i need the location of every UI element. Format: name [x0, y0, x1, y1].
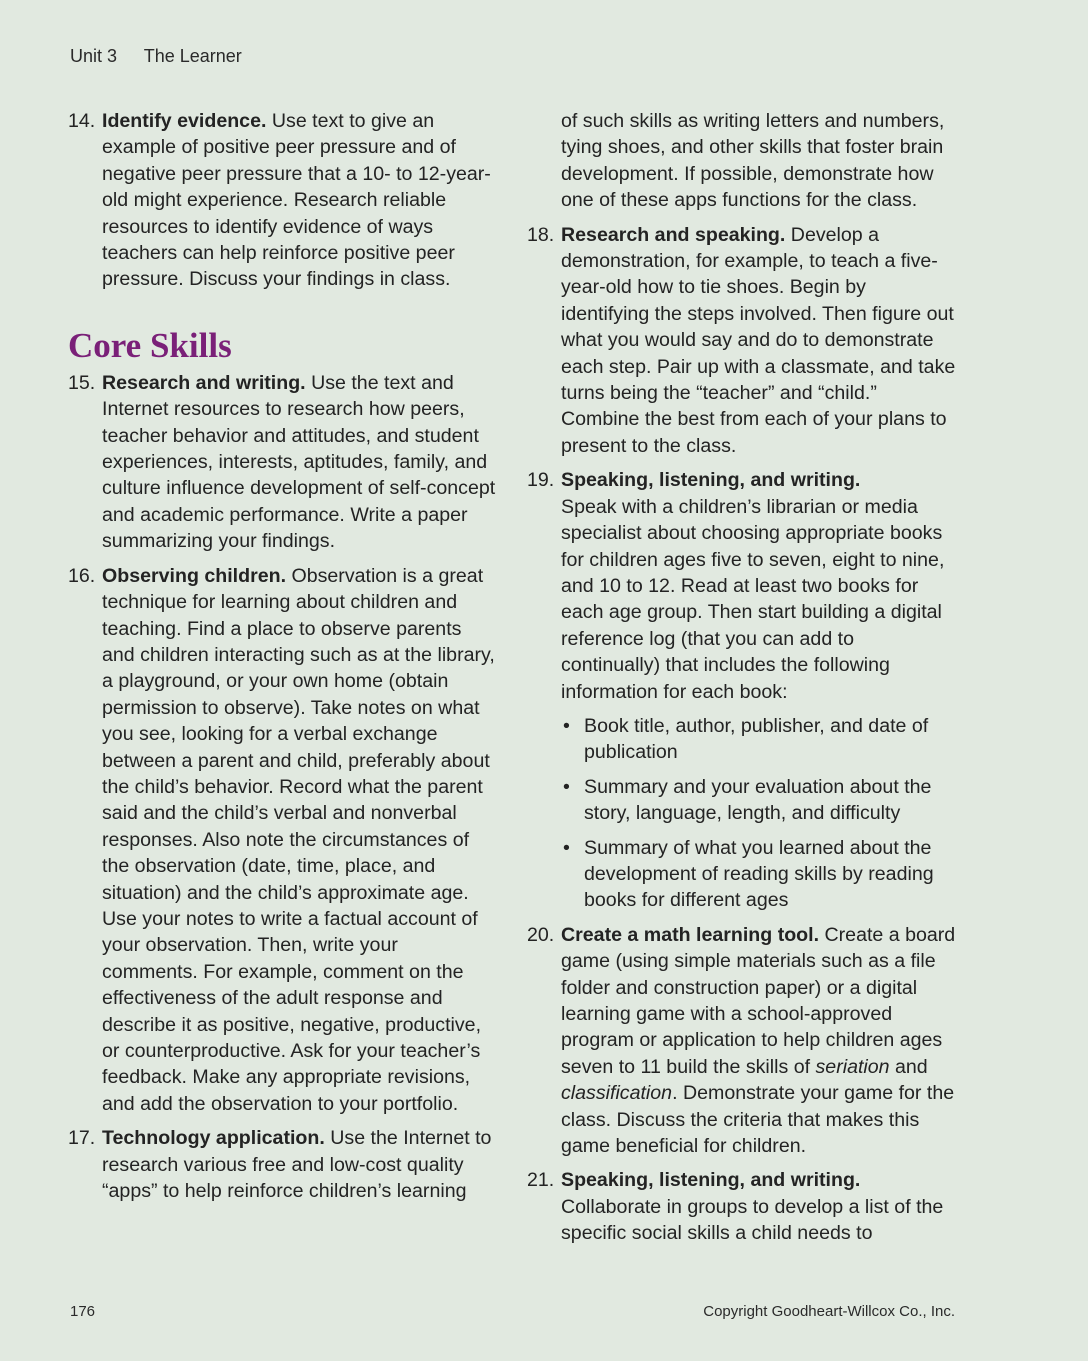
activity-item-18 [527, 222, 957, 460]
item-number: 19. [527, 469, 555, 492]
item-text: Speak with a children’s librarian or media specialist about choosing appropriate books for children ages five to seven, eight to nine, and 10 to 12. Read at least two books for each age group. Then start building a digital reference log (that you can add to continually) that includes the following information for each book: [561, 495, 945, 703]
bullet-icon: • [563, 836, 570, 859]
bullet-item: • Book title, author, publisher, and date of publication [563, 714, 929, 764]
bullet-item: • Summary of what you learned about the development of reading skills by reading books for different ages [563, 836, 934, 912]
item-text: Use the Internet to research various free and low-cost quality “apps” to help reinforce children’s learning [102, 1127, 492, 1203]
item-lead: Observing children. [102, 564, 287, 587]
item-lead: Identify evidence. [102, 110, 267, 132]
activity-item-19 [527, 467, 957, 914]
item-number: 15. [68, 371, 96, 394]
item-lead: Technology application. [102, 1127, 325, 1150]
unit-title: The Learner [143, 46, 242, 66]
activity-item-17 [68, 1125, 498, 1204]
term-seriation: seriation [815, 1055, 890, 1078]
left-column [68, 108, 498, 1212]
item-number: 21. [527, 1169, 555, 1192]
item-lead: Speaking, listening, and writing. [561, 1169, 861, 1192]
item-lead: Create a math learning tool. [561, 923, 820, 946]
item-text: Observation is a great technique for learning about children and teaching. Find a place to observe parents and children interacting such as at the library, a playground, or your own home (obtain permission to observe). Take notes on what you see, looking for a verbal exchange between a parent and child, preferably about the child’s behavior. Record what the parent said and the child’s verbal and nonverbal responses. Also note the circumstances of the observation (date, time, place, and situation) and the child’s approximate age. Use your notes to write a factual account of your observation. Then, write your comments. For example, comment on the effectiveness of the adult response and describe it as positive, negative, productive, or counterproductive. Ask for your teacher’s feedback. Make any appropriate revisions, and add the observation to your portfolio. [102, 564, 495, 1115]
activity-item-16 [68, 563, 498, 1118]
item-lead: Speaking, listening, and writing. [561, 469, 861, 492]
copyright-notice: Copyright Goodheart-Willcox Co., Inc. [703, 1303, 955, 1320]
activity-item-15 [68, 370, 498, 555]
bullet-list [561, 713, 957, 914]
running-head [70, 46, 242, 67]
item-text: Create a board game (using simple materials such as a file folder and construction paper) or a digital learning game with a school-approved program or application to help children ages seven to 11 build the skills of [561, 923, 956, 1078]
page-number: 176 [70, 1303, 96, 1320]
unit-label: Unit 3 [70, 46, 118, 66]
right-column [527, 108, 957, 1255]
item-number: 14. [68, 110, 96, 132]
activity-item-21 [527, 1167, 957, 1246]
item-number: 17. [68, 1127, 96, 1150]
activity-item-14 [68, 108, 498, 293]
section-heading: Core Skills [68, 325, 232, 365]
item-text: Collaborate in groups to develop a list of the specific social skills a child needs to [561, 1195, 944, 1245]
item-number: 20. [527, 923, 555, 946]
activity-item-20: 20. Create a math learning tool. Create a board game (using simple materials such as a file folder and construction paper) or a digital learning game with a school-approved program or application to help children ages seven to 11 build the skills of seriation and classification. Demonstrate your game for the class. Discuss the criteria that makes this game beneficial for children. [527, 923, 956, 1158]
item-text: Use text to give an example of positive peer pressure and of negative peer pressure that a 10- to 12-year-old might experience. Research reliable resources to identify evidence of ways teachers can help reinforce positive peer pressure. Discuss your findings in class. [102, 110, 491, 291]
term-classification: classification [561, 1082, 673, 1105]
item-text: Develop a demonstration, for example, to teach a five-year-old how to tie shoes. Begin by identifying the steps involved. Then figure out what you would say and do to demonstrate each step. Pair up with a classmate, and take turns being the “teacher” and “child.” Combine the best from each of your plans to present to the class. [561, 223, 956, 457]
bullet-item: • Summary and your evaluation about the story, language, length, and difficulty [563, 775, 932, 825]
item-text: Use the text and Internet resources to research how peers, teacher behavior and attitudes, and student experiences, interests, aptitudes, family, and culture influence development of self-concept and academic performance. Write a paper summarizing your findings. [102, 371, 496, 553]
item-lead: Research and writing. [102, 371, 306, 394]
bullet-icon: • [563, 775, 570, 798]
item-number: 16. [68, 564, 96, 587]
item-number: 18. [527, 223, 555, 246]
item-lead: Research and speaking. [561, 223, 786, 246]
bullet-icon: • [563, 714, 570, 737]
activity-item-17-continued: of such skills as writing letters and numbers, tying shoes, and other skills that foster brain development. If possible, demonstrate how one of these apps functions for the class. [561, 110, 945, 212]
